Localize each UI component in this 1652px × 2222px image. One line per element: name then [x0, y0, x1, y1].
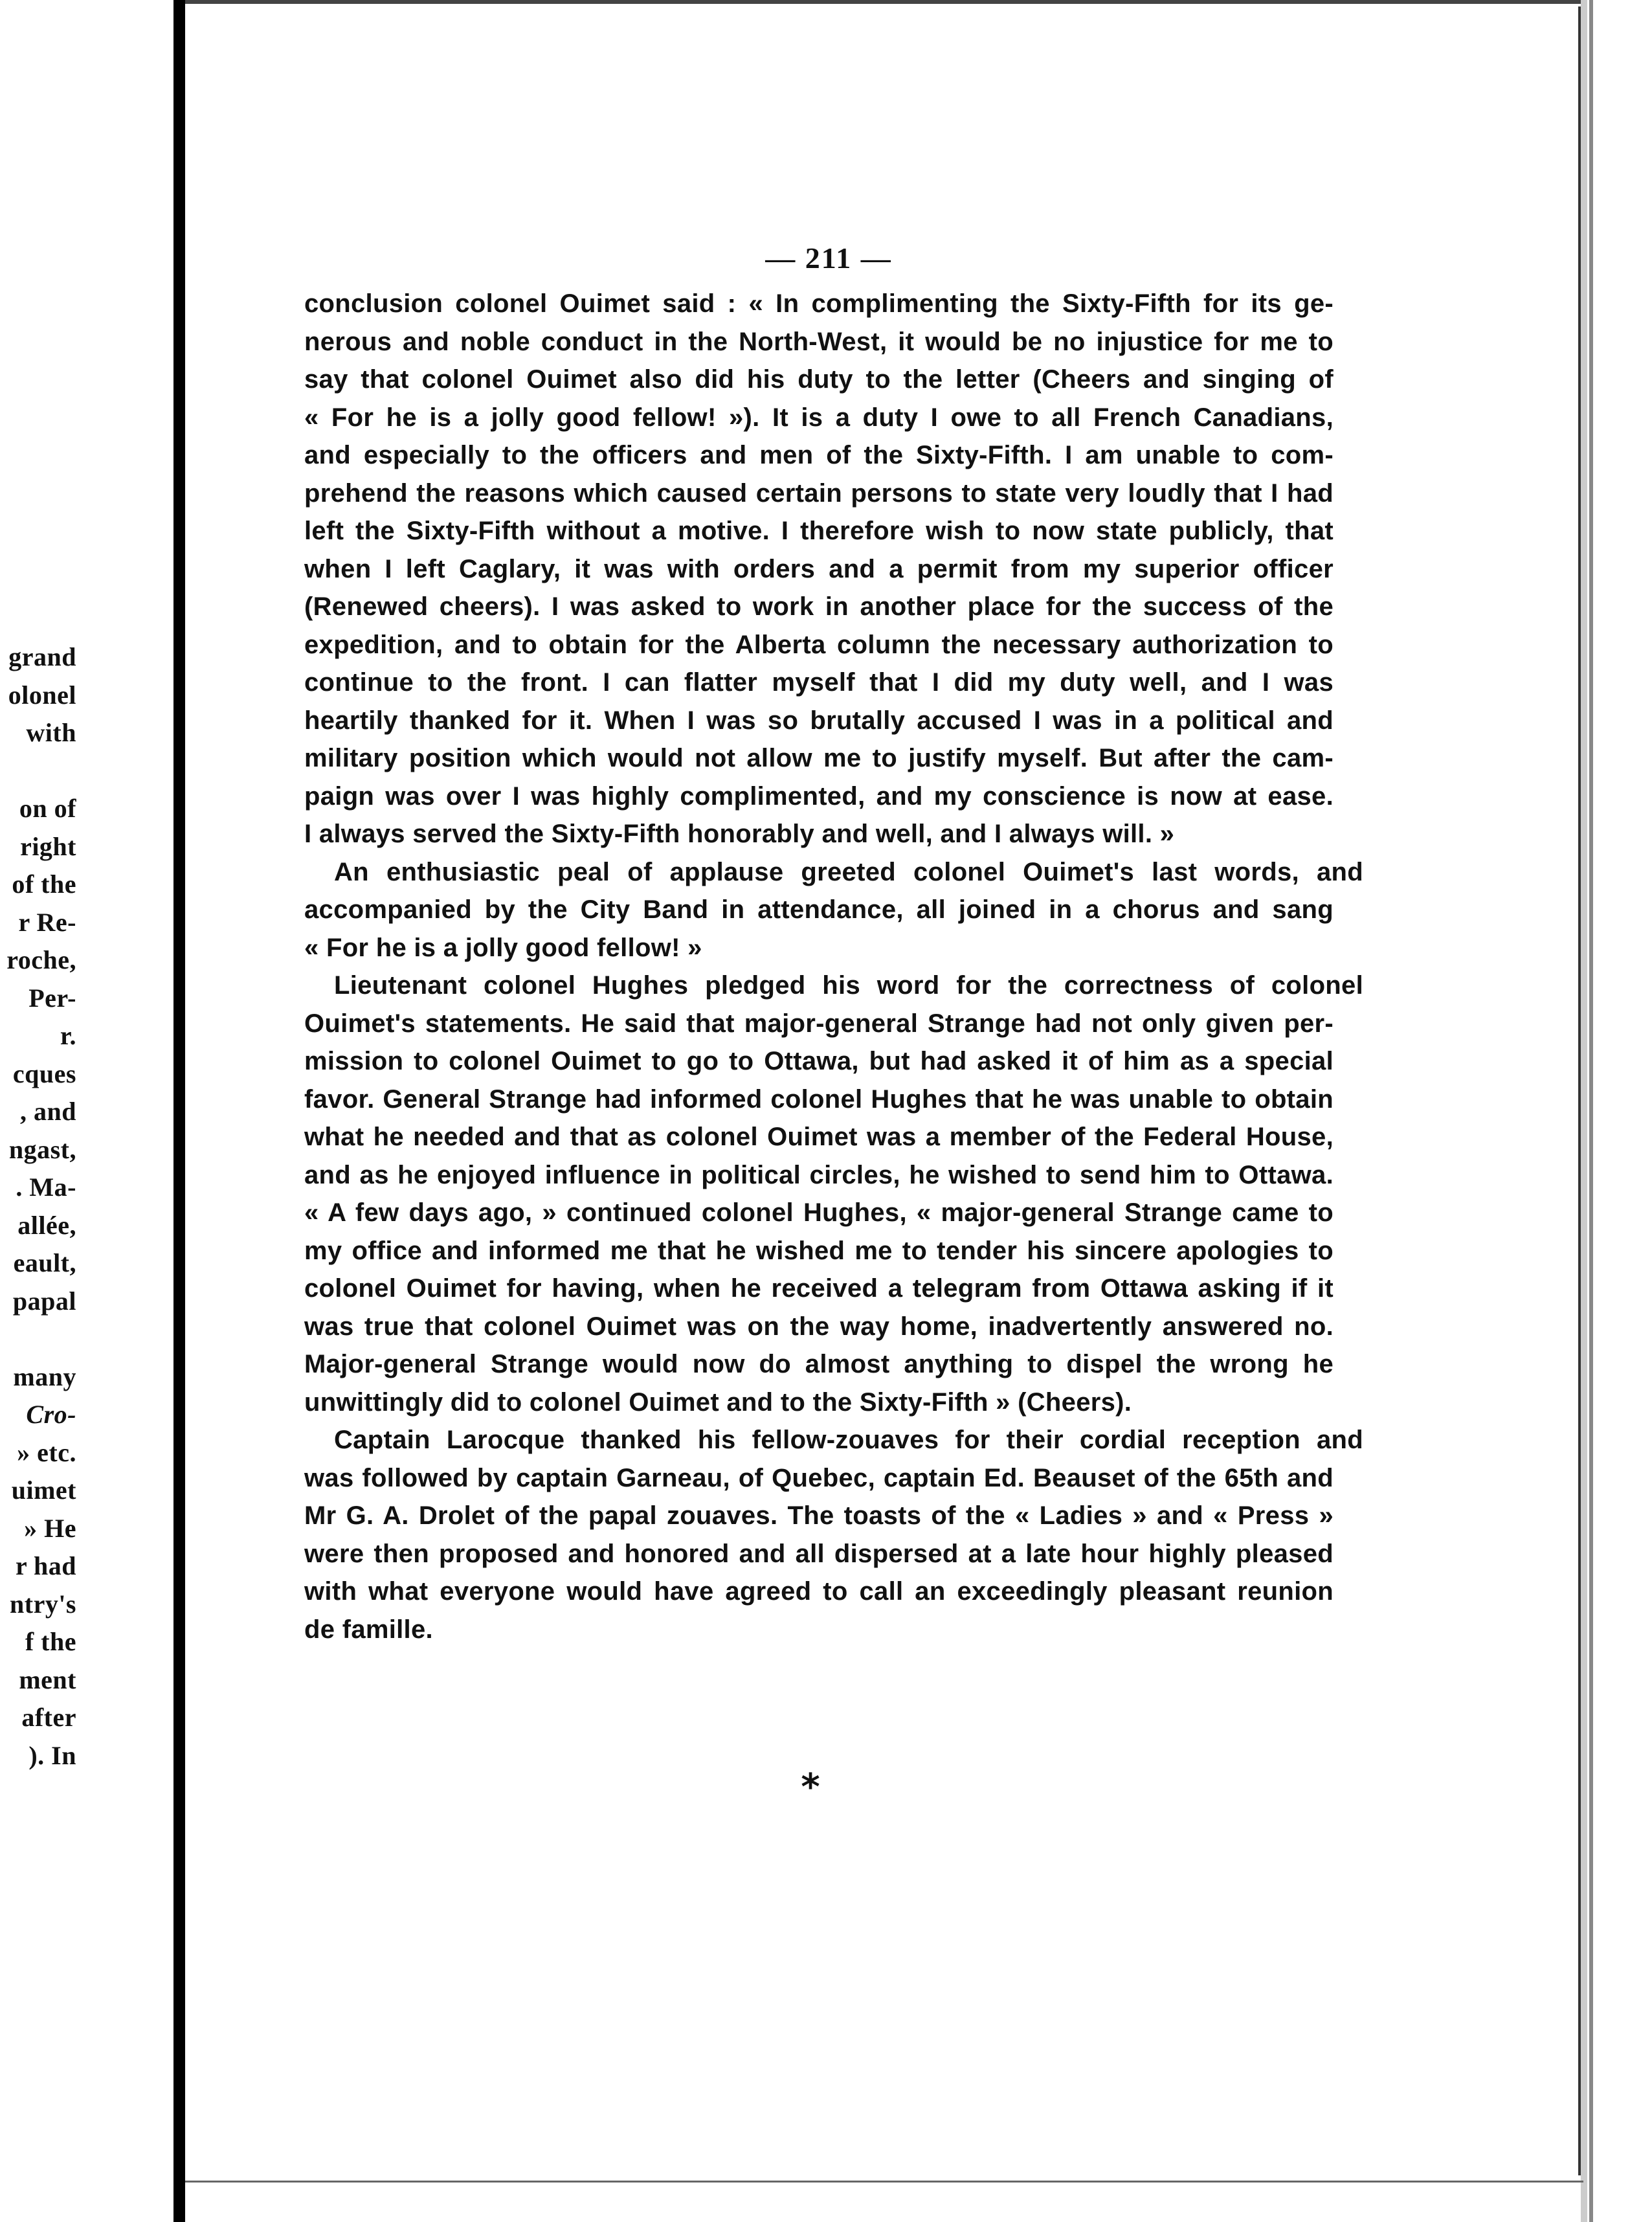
- paragraph: [304, 285, 1334, 853]
- fragment-line: uimet: [11, 1476, 76, 1505]
- fragment-line: right: [20, 831, 76, 861]
- text-line: « For he is a jolly good fellow! »). It is a duty I owe to all French Canadians,: [304, 403, 1334, 432]
- page-stack-edge-dark: [1589, 0, 1593, 2222]
- fragment-line: many: [13, 1362, 76, 1391]
- text-line: unwittingly did to colonel Ouimet and to the Sixty-Fifth » (Cheers).: [304, 1387, 1132, 1417]
- book-spine-shadow: [173, 0, 185, 2222]
- fragment-line: ment: [19, 1665, 76, 1694]
- fragment-line: olonel: [8, 680, 76, 710]
- text-line: left the Sixty-Fifth without a motive. I therefore wish to now state publicly, that: [304, 517, 1334, 545]
- text-line: Major-general Strange would now do almost anything to dispel the wrong he: [304, 1350, 1334, 1378]
- page-stack-edge: [1581, 0, 1587, 2222]
- page-body: [304, 285, 1363, 1648]
- fragment-line: f the: [25, 1627, 76, 1656]
- fragment-line: cques: [12, 1059, 76, 1088]
- fragment-line: » He: [24, 1513, 76, 1543]
- fragment-line: ngast,: [8, 1134, 76, 1164]
- text-line: heartily thanked for it. When I was so brutally accused I was in a political and: [304, 706, 1334, 735]
- text-line: continue to the front. I can flatter myself that I did my duty well, and I was: [304, 668, 1334, 697]
- page-number: — 211 —: [765, 241, 892, 275]
- fragment-line: ntry's: [10, 1589, 76, 1619]
- text-line: An enthusiastic peal of applause greeted colonel Ouimet's last words, and: [334, 857, 1363, 886]
- text-line: when I left Caglary, it was with orders and a permit from my superior officer: [304, 554, 1334, 583]
- text-line: expedition, and to obtain for the Alberta column the necessary authorization to: [304, 630, 1334, 659]
- text-line: what he needed and that as colonel Ouimet was a member of the Federal House,: [304, 1123, 1334, 1151]
- page-bottom-edge: [185, 2181, 1583, 2183]
- fragment-line: [0, 752, 76, 791]
- text-line: paign was over I was highly complimented, and my conscience is now at ease.: [304, 781, 1334, 811]
- text-line: Lieutenant colonel Hughes pledged his word for the correctness of colonel: [334, 971, 1363, 1000]
- text-line: conclusion colonel Ouimet said : « In complimenting the Sixty-Fifth for its ge-: [304, 289, 1334, 318]
- fragment-line: » etc.: [17, 1437, 76, 1467]
- text-line: Captain Larocque thanked his fellow-zouaves for their cordial reception and: [334, 1426, 1363, 1454]
- fragment-line: Cro-: [26, 1400, 76, 1429]
- text-line: Mr G. A. Drolet of the papal zouaves. The toasts of the « Ladies » and « Press »: [304, 1501, 1334, 1530]
- page-top-edge: [185, 0, 1583, 4]
- text-line: my office and informed me that he wished me to tender his sincere apologies to: [304, 1236, 1334, 1265]
- text-line: accompanied by the City Band in attendance, all joined in a chorus and sang: [304, 895, 1334, 924]
- text-line: was followed by captain Garneau, of Quebec, captain Ed. Beauset of the 65th and: [304, 1463, 1334, 1492]
- text-line: were then proposed and honored and all dispersed at a late hour highly pleased: [304, 1539, 1334, 1568]
- text-line: de famille.: [304, 1615, 433, 1644]
- text-line: and especially to the officers and men of the Sixty-Fifth. I am unable to com-: [304, 441, 1334, 469]
- text-line: was true that colonel Ouimet was on the way home, inadvertently answered no.: [304, 1312, 1334, 1341]
- text-line: nerous and noble conduct in the North-West, it would be no injustice for me to: [304, 327, 1334, 356]
- fragment-line: [0, 1320, 76, 1358]
- fragment-line: Per-: [28, 983, 76, 1013]
- previous-page-fragment: [0, 638, 76, 1775]
- text-line: with what everyone would have agreed to call an exceedingly pleasant reunion: [304, 1577, 1334, 1606]
- fragment-line: r Re-: [18, 907, 76, 937]
- fragment-line: grand: [8, 642, 76, 671]
- text-line: favor. General Strange had informed colonel Hughes that he was unable to obtain: [304, 1084, 1334, 1114]
- text-line: « A few days ago, » continued colonel Hughes, « major-general Strange came to: [304, 1198, 1334, 1227]
- section-separator: *: [801, 1766, 820, 1808]
- text-line: and as he enjoyed influence in political circles, he wished to send him to Ottawa.: [304, 1160, 1334, 1189]
- text-line: (Renewed cheers). I was asked to work in another place for the success of the: [304, 592, 1334, 621]
- paragraph: [304, 967, 1363, 1421]
- paragraph: [304, 1421, 1363, 1648]
- fragment-line: with: [26, 718, 76, 747]
- text-line: Ouimet's statements. He said that major-general Strange had not only given per-: [304, 1009, 1334, 1038]
- text-line: colonel Ouimet for having, when he received a telegram from Ottawa asking if it: [304, 1274, 1334, 1303]
- text-line: prehend the reasons which caused certain persons to state very loudly that I had: [304, 478, 1334, 508]
- text-line: say that colonel Ouimet also did his duty to the letter (Cheers and singing of: [304, 365, 1334, 394]
- paragraph: [304, 853, 1363, 967]
- fragment-line: allée,: [17, 1210, 76, 1240]
- fragment-line: eault,: [13, 1248, 76, 1277]
- fragment-line: papal: [12, 1286, 76, 1316]
- fragment-line: ). In: [28, 1740, 76, 1770]
- text-line: military position which would not allow me to justify myself. But after the cam-: [304, 744, 1334, 772]
- fragment-line: of the: [12, 870, 76, 899]
- fragment-line: roche,: [6, 945, 76, 974]
- fragment-line: , and: [20, 1097, 76, 1126]
- fragment-line: r had: [15, 1551, 76, 1580]
- fragment-line: r.: [60, 1021, 76, 1050]
- text-line: « For he is a jolly good fellow! »: [304, 933, 702, 962]
- fragment-line: on of: [19, 794, 76, 823]
- text-line: I always served the Sixty-Fifth honorably and well, and I always will. »: [304, 820, 1175, 848]
- fragment-line: . Ma-: [16, 1173, 76, 1202]
- text-line: mission to colonel Ouimet to go to Ottawa, but had asked it of him as a special: [304, 1047, 1334, 1075]
- fragment-line: after: [21, 1703, 76, 1732]
